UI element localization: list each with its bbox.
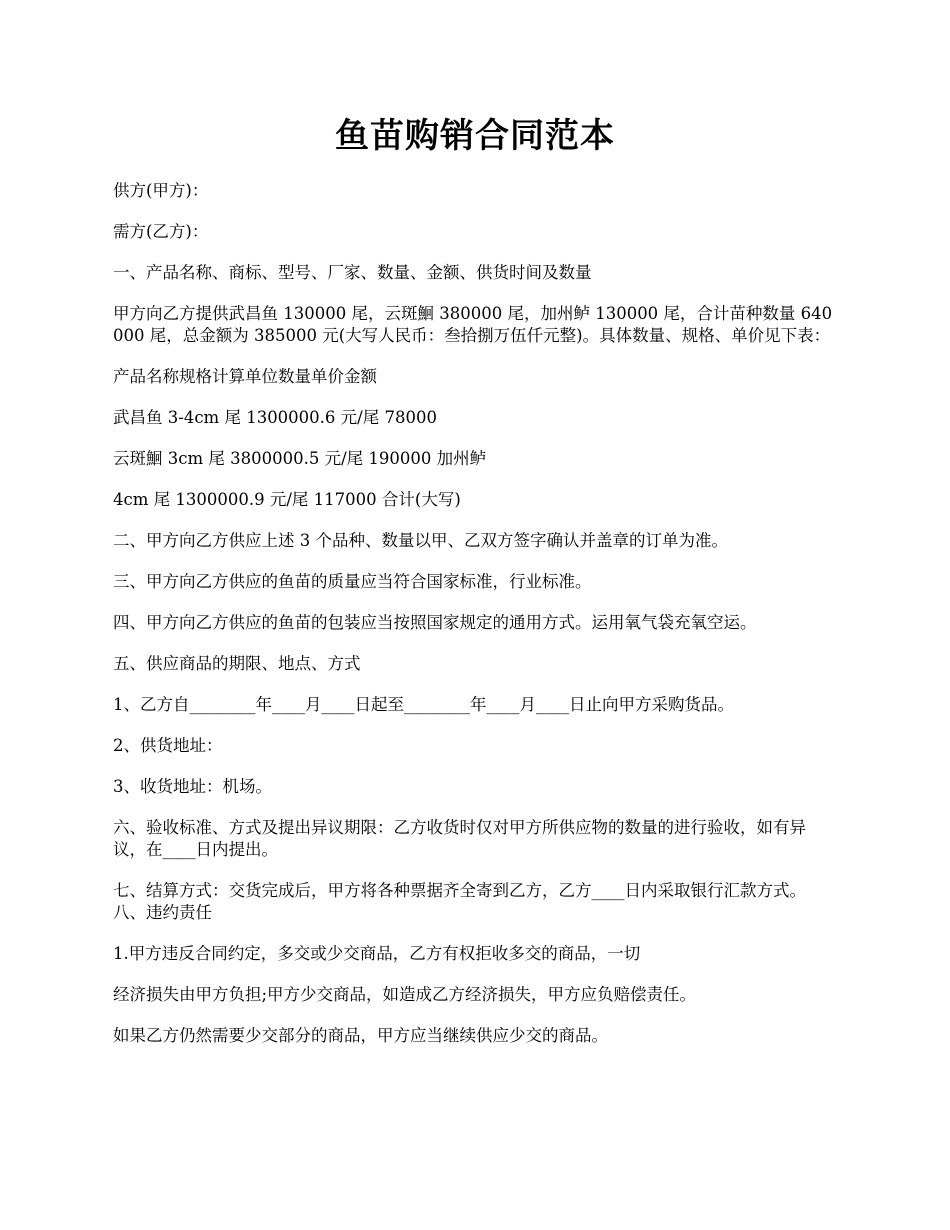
section-5-heading: 五、供应商品的期限、地点、方式 [113,654,361,673]
section-5-item-1: 1、乙方自________年____月____日起至________年____月____日止向甲方采购货品。 [113,695,734,714]
table-header-line: 产品名称规格计算单位数量单价金额 [113,367,377,386]
section-5-item-3: 3、收货地址：机场。 [113,777,272,796]
party-b-line: 需方(乙方)： [113,222,209,241]
section-2: 二、甲方向乙方供应上述 3 个品种、数量以甲、乙双方签字确认并盖章的订单为准。 [113,531,728,550]
document-body [113,180,838,1066]
section-5-item-2: 2、供货地址： [113,736,223,755]
table-row-line: 武昌鱼 3-4cm 尾 1300000.6 元/尾 78000 [113,408,437,427]
party-a-line: 供方(甲方)： [113,181,209,200]
section-8-item-1: 1.甲方违反合同约定，多交或少交商品，乙方有权拒收多交的商品，一切 [113,944,641,963]
section-8-continued: 如果乙方仍然需要少交部分的商品，甲方应当继续供应少交的商品。 [113,1026,608,1045]
table-row-line: 4cm 尾 1300000.9 元/尾 117000 合计(大写) [113,490,461,509]
table-row-line: 云斑鮰 3cm 尾 3800000.5 元/尾 190000 加州鲈 [113,449,487,468]
document-title: 鱼苗购销合同范本 [335,116,615,156]
section-6: 六、验收标准、方式及提出异议期限：乙方收货时仅对甲方所供应物的数量的进行验收，如有异议，在____日内提出。 [113,818,806,859]
section-1-heading: 一、产品名称、商标、型号、厂家、数量、金额、供货时间及数量 [113,263,592,282]
section-3: 三、甲方向乙方供应的鱼苗的质量应当符合国家标准，行业标准。 [113,572,592,591]
section-4: 四、甲方向乙方供应的鱼苗的包装应当按照国家规定的通用方式。运用氧气袋充氧空运。 [113,613,757,632]
section-7: 七、结算方式：交货完成后，甲方将各种票据齐全寄到乙方，乙方____日内采取银行汇款方式。八、违约责任 [113,881,806,922]
section-1-body: 甲方向乙方提供武昌鱼 130000 尾，云斑鮰 380000 尾，加州鲈 130000 尾，合计苗种数量 640000 尾，总金额为 385000 元(大写人民币：叁拾捌万伍仟元整)。具体数量、规格、单价见下表： [113,304,833,345]
section-8-continued: 经济损失由甲方负担;甲方少交商品，如造成乙方经济损失，甲方应负赔偿责任。 [113,985,697,1004]
